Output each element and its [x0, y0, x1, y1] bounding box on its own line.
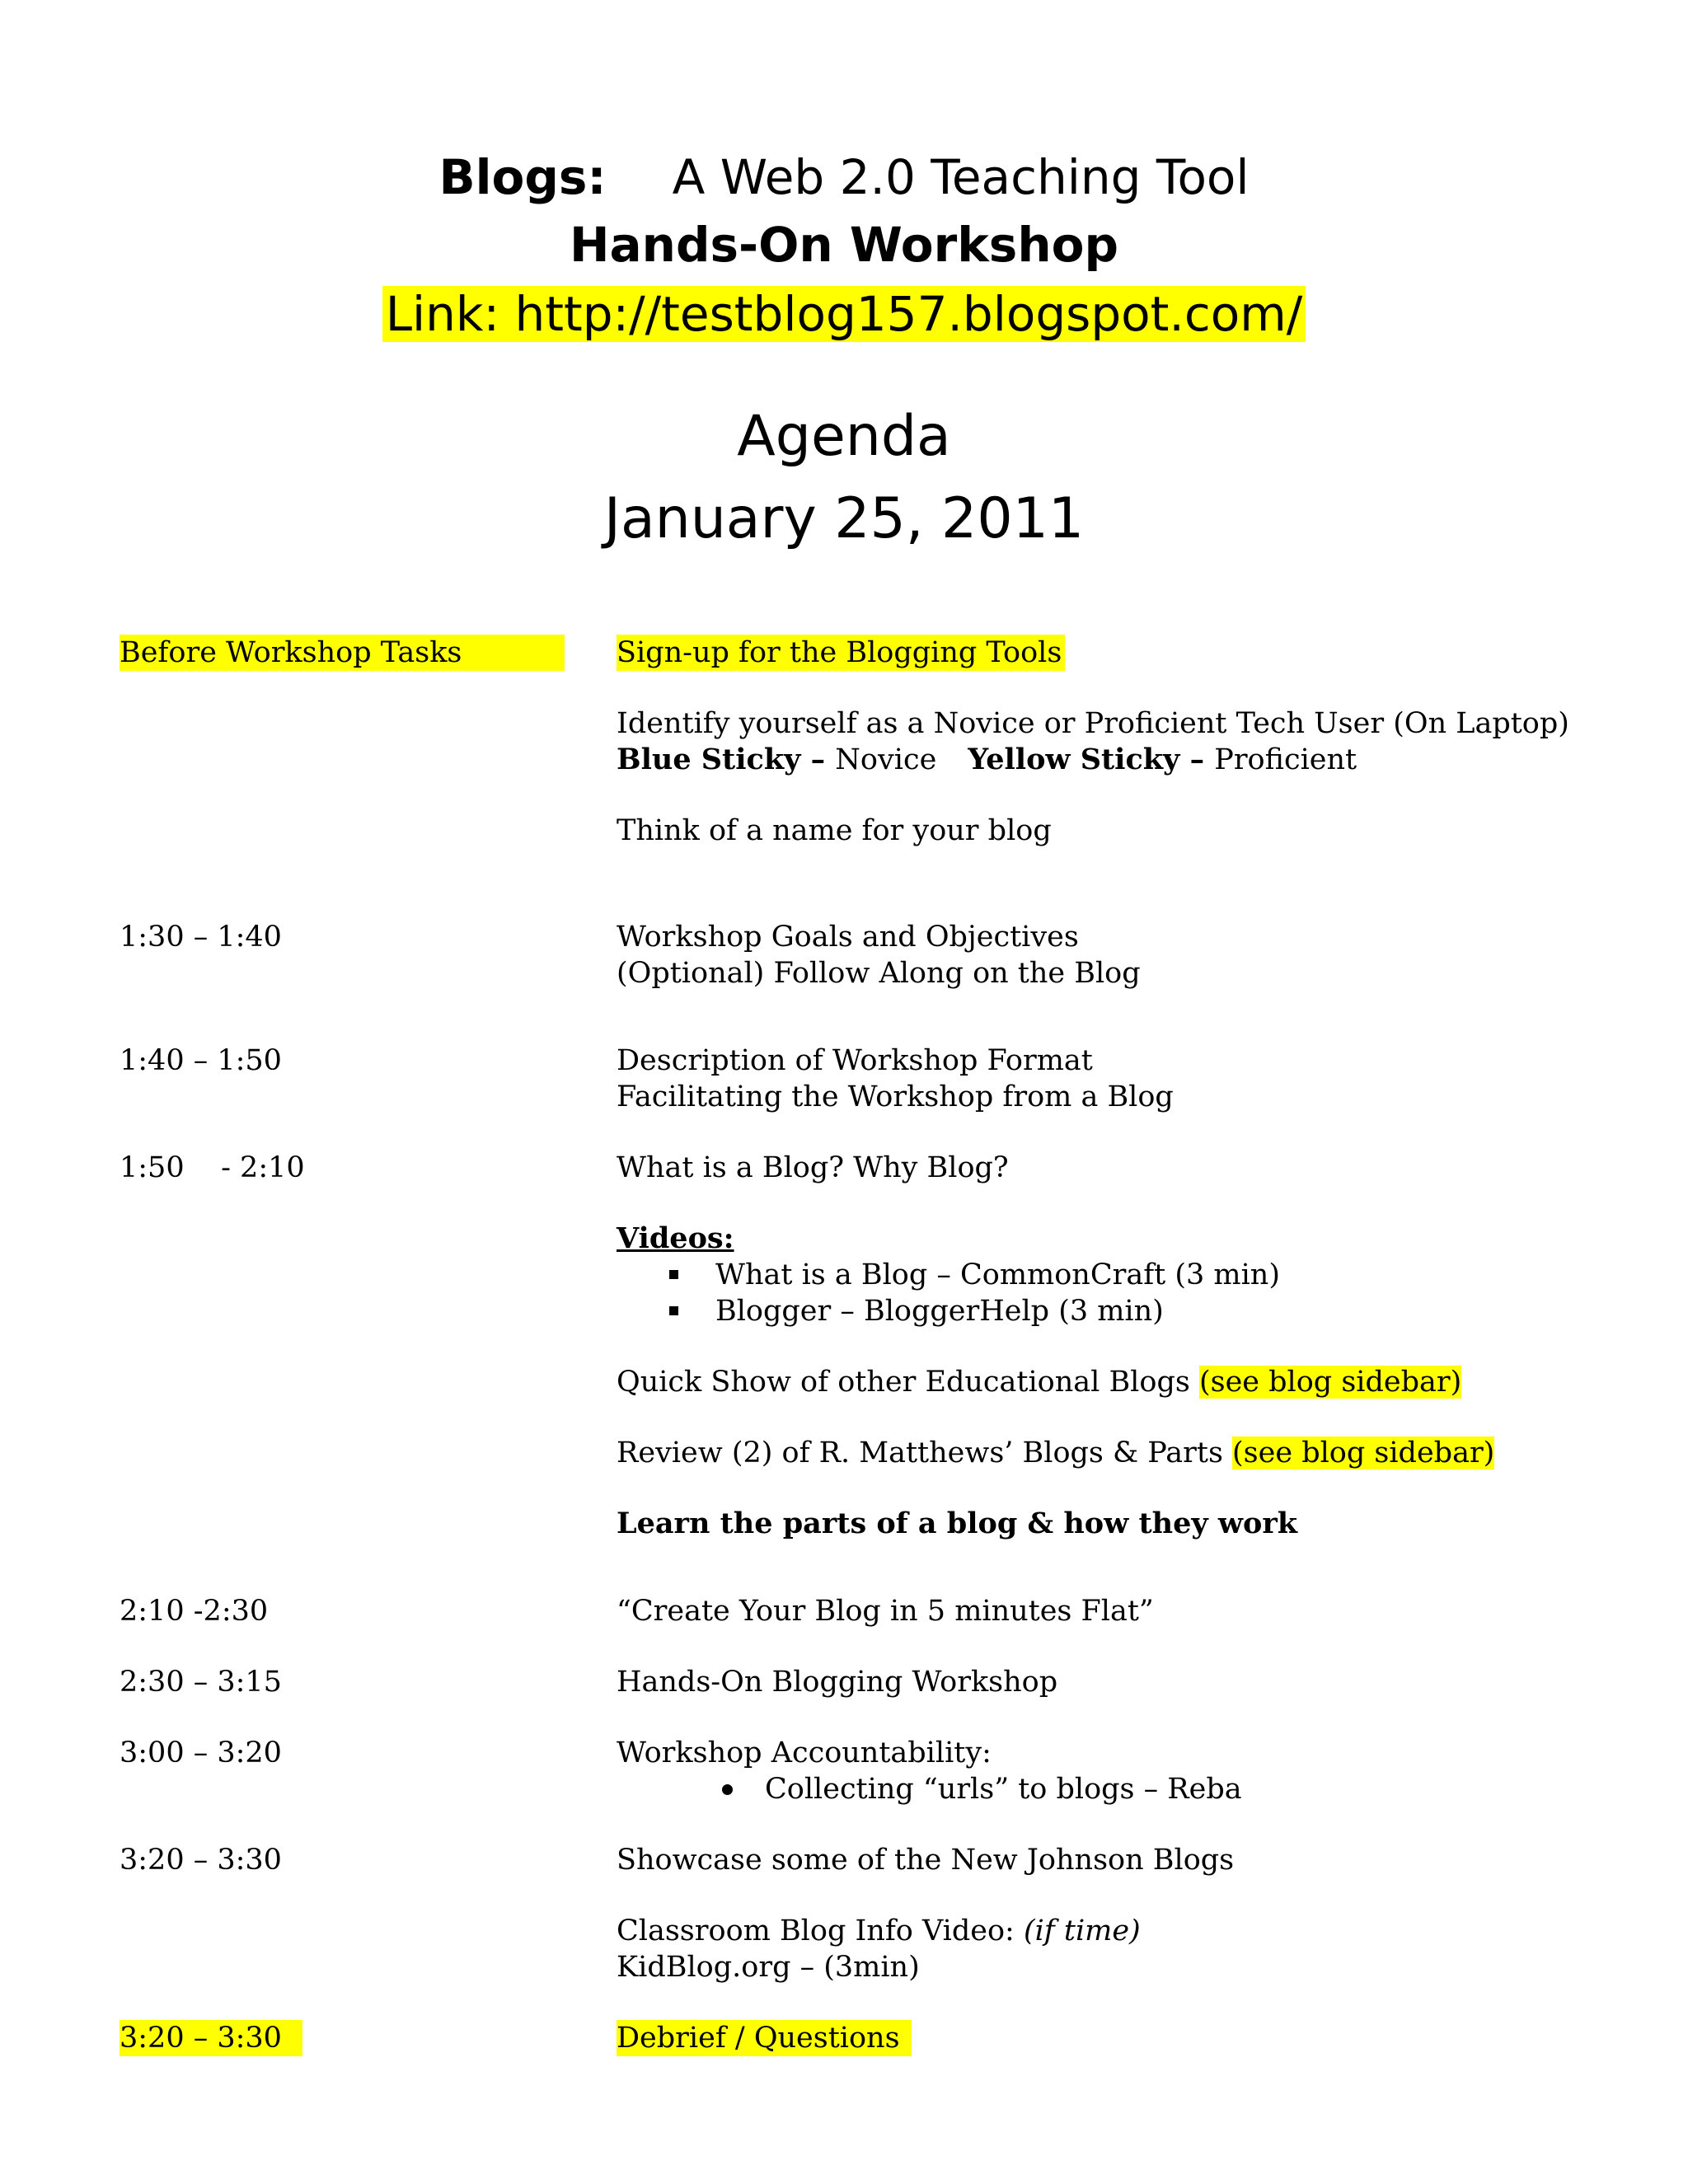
videos-heading: Videos:: [617, 1221, 734, 1255]
square-bullet-icon: [669, 1306, 678, 1315]
row-text: “Create Your Blog in 5 minutes Flat”: [617, 1595, 1154, 1628]
row-content: [617, 813, 1622, 849]
video-info-line: [617, 1913, 1622, 1949]
sidebar-note: (see blog sidebar): [1232, 1436, 1495, 1469]
blue-sticky-value: Novice: [835, 743, 937, 776]
video-list: [617, 1257, 1622, 1329]
row-content: [617, 1043, 1622, 1115]
row-time: 2:10 -2:30: [120, 1595, 269, 1628]
row-text: Workshop Goals and Objectives: [617, 921, 1079, 954]
list-item: [617, 1293, 1622, 1329]
sidebar-note: (see blog sidebar): [1198, 1366, 1462, 1399]
video-item: Blogger – BloggerHelp (3 min): [715, 1295, 1164, 1328]
row-text: Debrief / Questions: [617, 2022, 900, 2055]
row-text: Hands-On Blogging Workshop: [617, 1666, 1058, 1699]
row-content: [617, 1364, 1622, 1400]
title-text: A Web 2.0 Teaching Tool: [672, 149, 1250, 205]
document-subtitle: Hands-On Workshop: [570, 217, 1118, 273]
row-content: [617, 635, 1622, 671]
row-time: 1:30 – 1:40: [120, 921, 282, 954]
row-content: [617, 1735, 1622, 1807]
row-time: Before Workshop Tasks: [120, 636, 462, 669]
learn-line: Learn the parts of a blog & how they work: [617, 1507, 1298, 1540]
row-text: Classroom Blog Info Video:: [617, 1915, 1024, 1947]
row-content: [617, 1593, 1622, 1629]
row-content: [617, 1150, 1622, 1186]
row-text: (Optional) Follow Along on the Blog: [617, 957, 1141, 990]
blue-sticky-label: Blue Sticky –: [617, 743, 836, 776]
square-bullet-icon: [669, 1270, 678, 1279]
row-content: [617, 1435, 1622, 1471]
round-bullet-icon: [722, 1784, 733, 1795]
row-content: [617, 705, 1622, 778]
row-time: 2:30 – 3:15: [120, 1666, 282, 1699]
row-text: Workshop Accountability:: [617, 1736, 992, 1769]
row-text: Quick Show of other Educational Blogs: [617, 1366, 1199, 1399]
yellow-sticky-label: Yellow Sticky –: [968, 743, 1215, 776]
row-content: [617, 1506, 1622, 1542]
row-text: What is a Blog? Why Blog?: [617, 1151, 1009, 1184]
quick-show-line: [617, 1364, 1622, 1400]
row-text: Collecting “urls” to blogs – Reba: [765, 1773, 1242, 1806]
list-item: [617, 1257, 1622, 1293]
task-signup: Sign-up for the Blogging Tools: [617, 636, 1062, 669]
row-content: [617, 2020, 1622, 2056]
row-content: [617, 1913, 1622, 1985]
blog-link[interactable]: Link: http://testblog157.blogspot.com/: [382, 286, 1306, 342]
video-note: (if time): [1023, 1915, 1141, 1947]
row-text: Review (2) of R. Matthews’ Blogs & Parts: [617, 1436, 1233, 1469]
task-name-blog: Think of a name for your blog: [617, 814, 1052, 847]
row-text: Facilitating the Workshop from a Blog: [617, 1080, 1174, 1113]
row-time: 1:40 – 1:50: [120, 1044, 282, 1077]
sticky-legend: [617, 742, 1622, 778]
list-item: [617, 1771, 1622, 1807]
row-text: Description of Workshop Format: [617, 1044, 1093, 1077]
review-line: [617, 1435, 1622, 1471]
row-time: 3:20 – 3:30: [120, 2022, 282, 2055]
row-content: [617, 1842, 1622, 1878]
agenda-date: January 25, 2011: [603, 486, 1085, 551]
row-content: [617, 1221, 1622, 1329]
yellow-sticky-value: Proficient: [1214, 743, 1357, 776]
row-time: 3:00 – 3:20: [120, 1736, 282, 1769]
row-content: [617, 919, 1622, 991]
video-item: What is a Blog – CommonCraft (3 min): [715, 1258, 1280, 1291]
row-time: 1:50 - 2:10: [120, 1151, 305, 1184]
title-label: Blogs:: [438, 149, 607, 205]
kidblog-line: KidBlog.org – (3min): [617, 1951, 920, 1984]
agenda-heading: Agenda: [737, 404, 951, 469]
row-content: [617, 1664, 1622, 1700]
row-text: Showcase some of the New Johnson Blogs: [617, 1844, 1235, 1877]
task-identify: Identify yourself as a Novice or Proficient Tech User (On Laptop): [617, 707, 1569, 740]
accountability-list: [617, 1771, 1622, 1807]
row-time: 3:20 – 3:30: [120, 1844, 282, 1877]
